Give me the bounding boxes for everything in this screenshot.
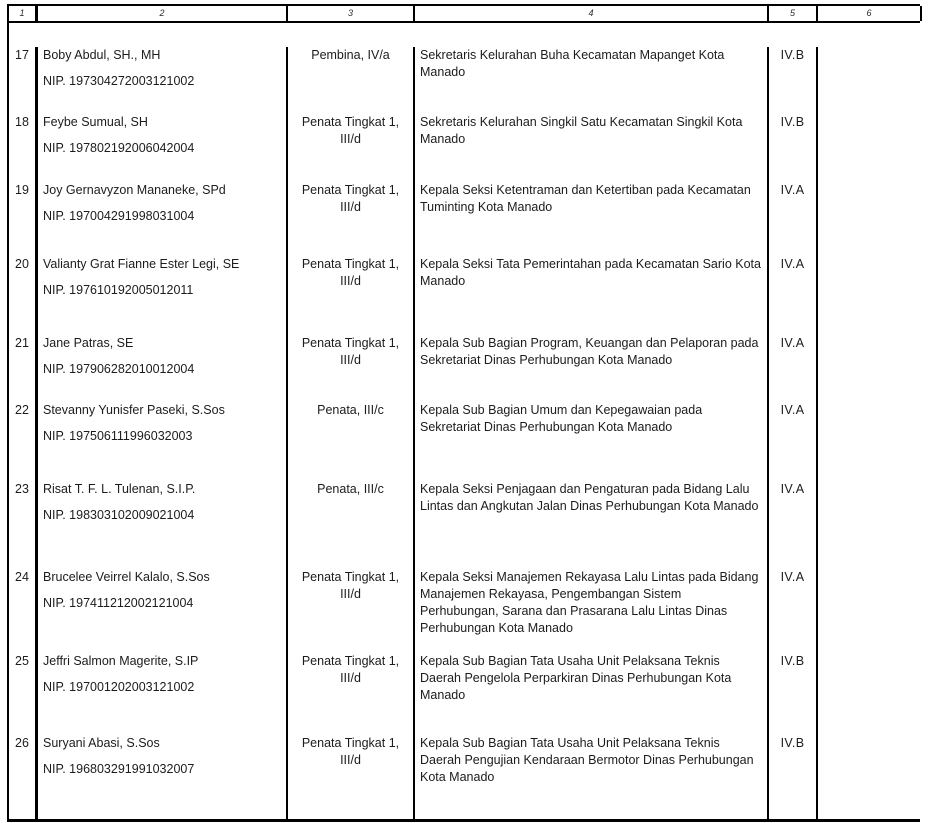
- table-row: [9, 653, 920, 735]
- header-cell-5: 5: [769, 6, 818, 21]
- name-cell: [38, 569, 288, 653]
- row-number-cell: 18: [9, 114, 38, 182]
- grade-cell: IV.B: [769, 653, 818, 735]
- table-header-row: [7, 4, 920, 23]
- employee-name: Suryani Abasi, S.Sos: [43, 736, 160, 750]
- grade-cell: IV.B: [769, 735, 818, 819]
- grade-cell: IV.A: [769, 335, 818, 402]
- row-number-cell: 26: [9, 735, 38, 819]
- header-cell-1: 1: [9, 6, 38, 21]
- employee-name: Jane Patras, SE: [43, 336, 134, 350]
- grade-cell: IV.A: [769, 402, 818, 481]
- table-row: [9, 114, 920, 182]
- position-cell: Kepala Seksi Manajemen Rekayasa Lalu Lintas pada Bidang Manajemen Rekayasa, Pengembangan Sistem Perhubungan, Sarana dan Prasarana Lalu Lintas Dinas Perhubungan Kota Manado: [415, 569, 769, 653]
- grade-cell: IV.A: [769, 256, 818, 335]
- empty-cell: [818, 735, 920, 819]
- position-cell: Kepala Sub Bagian Tata Usaha Unit Pelaksana Teknis Daerah Pengujian Kendaraan Bermotor Dinas Perhubungan Kota Manado: [415, 735, 769, 819]
- employee-nip: NIP. 197506111996032003: [43, 429, 193, 443]
- row-number-cell: 19: [9, 182, 38, 256]
- table-row: [9, 256, 920, 335]
- grade-cell: IV.B: [769, 114, 818, 182]
- name-cell: [38, 335, 288, 402]
- rank-cell: Pembina, IV/a: [288, 47, 415, 114]
- row-number-cell: 25: [9, 653, 38, 735]
- empty-cell: [818, 335, 920, 402]
- row-number-cell: 22: [9, 402, 38, 481]
- employee-name: Valianty Grat Fianne Ester Legi, SE: [43, 257, 240, 271]
- table-row: [9, 402, 920, 481]
- header-cell-3: 3: [288, 6, 415, 21]
- table-row: [9, 481, 920, 569]
- empty-cell: [818, 481, 920, 569]
- name-cell: [38, 402, 288, 481]
- header-cell-6: 6: [818, 6, 922, 21]
- employee-nip: NIP. 197304272003121002: [43, 74, 195, 88]
- empty-cell: [818, 47, 920, 114]
- employee-nip: NIP. 197411212002121004: [43, 596, 194, 610]
- position-cell: Kepala Seksi Tata Pemerintahan pada Kecamatan Sario Kota Manado: [415, 256, 769, 335]
- table-row: [9, 335, 920, 402]
- empty-cell: [818, 182, 920, 256]
- employee-nip: NIP. 197610192005012011: [43, 283, 194, 297]
- employee-nip: NIP. 197004291998031004: [43, 209, 195, 223]
- empty-cell: [818, 402, 920, 481]
- name-cell: [38, 182, 288, 256]
- table-row: [9, 182, 920, 256]
- rank-cell: Penata Tingkat 1, III/d: [288, 335, 415, 402]
- position-cell: Kepala Seksi Ketentraman dan Ketertiban pada Kecamatan Tuminting Kota Manado: [415, 182, 769, 256]
- rank-cell: Penata Tingkat 1, III/d: [288, 569, 415, 653]
- employee-name: Stevanny Yunisfer Paseki, S.Sos: [43, 403, 225, 417]
- table-row: [9, 569, 920, 653]
- employee-name: Boby Abdul, SH., MH: [43, 48, 161, 62]
- rank-cell: Penata Tingkat 1, III/d: [288, 182, 415, 256]
- name-cell: [38, 114, 288, 182]
- empty-cell: [818, 653, 920, 735]
- employee-nip: NIP. 198303102009021004: [43, 508, 195, 522]
- name-cell: [38, 481, 288, 569]
- employee-name: Risat T. F. L. Tulenan, S.I.P.: [43, 482, 196, 496]
- empty-cell: [818, 569, 920, 653]
- rank-cell: Penata, III/c: [288, 481, 415, 569]
- name-cell: [38, 47, 288, 114]
- position-cell: Kepala Sub Bagian Tata Usaha Unit Pelaksana Teknis Daerah Pengelola Perparkiran Dinas Perhubungan Kota Manado: [415, 653, 769, 735]
- row-number-cell: 24: [9, 569, 38, 653]
- header-cell-2: 2: [38, 6, 288, 21]
- rank-cell: Penata Tingkat 1, III/d: [288, 735, 415, 819]
- empty-cell: [818, 256, 920, 335]
- employee-name: Feybe Sumual, SH: [43, 115, 148, 129]
- empty-cell: [818, 114, 920, 182]
- grade-cell: IV.B: [769, 47, 818, 114]
- employee-nip: NIP. 197001202003121002: [43, 680, 195, 694]
- position-cell: Kepala Seksi Penjagaan dan Pengaturan pada Bidang Lalu Lintas dan Angkutan Jalan Dinas Perhubungan Kota Manado: [415, 481, 769, 569]
- position-cell: Kepala Sub Bagian Umum dan Kepegawaian pada Sekretariat Dinas Perhubungan Kota Manado: [415, 402, 769, 481]
- rank-cell: Penata, III/c: [288, 402, 415, 481]
- grade-cell: IV.A: [769, 481, 818, 569]
- row-number-cell: 17: [9, 47, 38, 114]
- table-row: [9, 735, 920, 819]
- employee-nip: NIP. 197906282010012004: [43, 362, 195, 376]
- employee-name: Brucelee Veirrel Kalalo, S.Sos: [43, 570, 210, 584]
- name-cell: [38, 256, 288, 335]
- rank-cell: Penata Tingkat 1, III/d: [288, 653, 415, 735]
- position-cell: Sekretaris Kelurahan Buha Kecamatan Mapanget Kota Manado: [415, 47, 769, 114]
- name-cell: [38, 653, 288, 735]
- employee-nip: NIP. 197802192006042004: [43, 141, 195, 155]
- row-number-cell: 21: [9, 335, 38, 402]
- personnel-table: [7, 4, 920, 822]
- grade-cell: IV.A: [769, 182, 818, 256]
- position-cell: Kepala Sub Bagian Program, Keuangan dan Pelaporan pada Sekretariat Dinas Perhubungan Kota Manado: [415, 335, 769, 402]
- table-row: [9, 47, 920, 114]
- rank-cell: Penata Tingkat 1, III/d: [288, 256, 415, 335]
- position-cell: Sekretaris Kelurahan Singkil Satu Kecamatan Singkil Kota Manado: [415, 114, 769, 182]
- name-cell: [38, 735, 288, 819]
- row-number-cell: 20: [9, 256, 38, 335]
- employee-name: Jeffri Salmon Magerite, S.IP: [43, 654, 199, 668]
- rank-cell: Penata Tingkat 1, III/d: [288, 114, 415, 182]
- grade-cell: IV.A: [769, 569, 818, 653]
- row-number-cell: 23: [9, 481, 38, 569]
- employee-name: Joy Gernavyzon Mananeke, SPd: [43, 183, 226, 197]
- employee-nip: NIP. 196803291991032007: [43, 762, 195, 776]
- table-body: [7, 23, 920, 822]
- header-cell-4: 4: [415, 6, 769, 21]
